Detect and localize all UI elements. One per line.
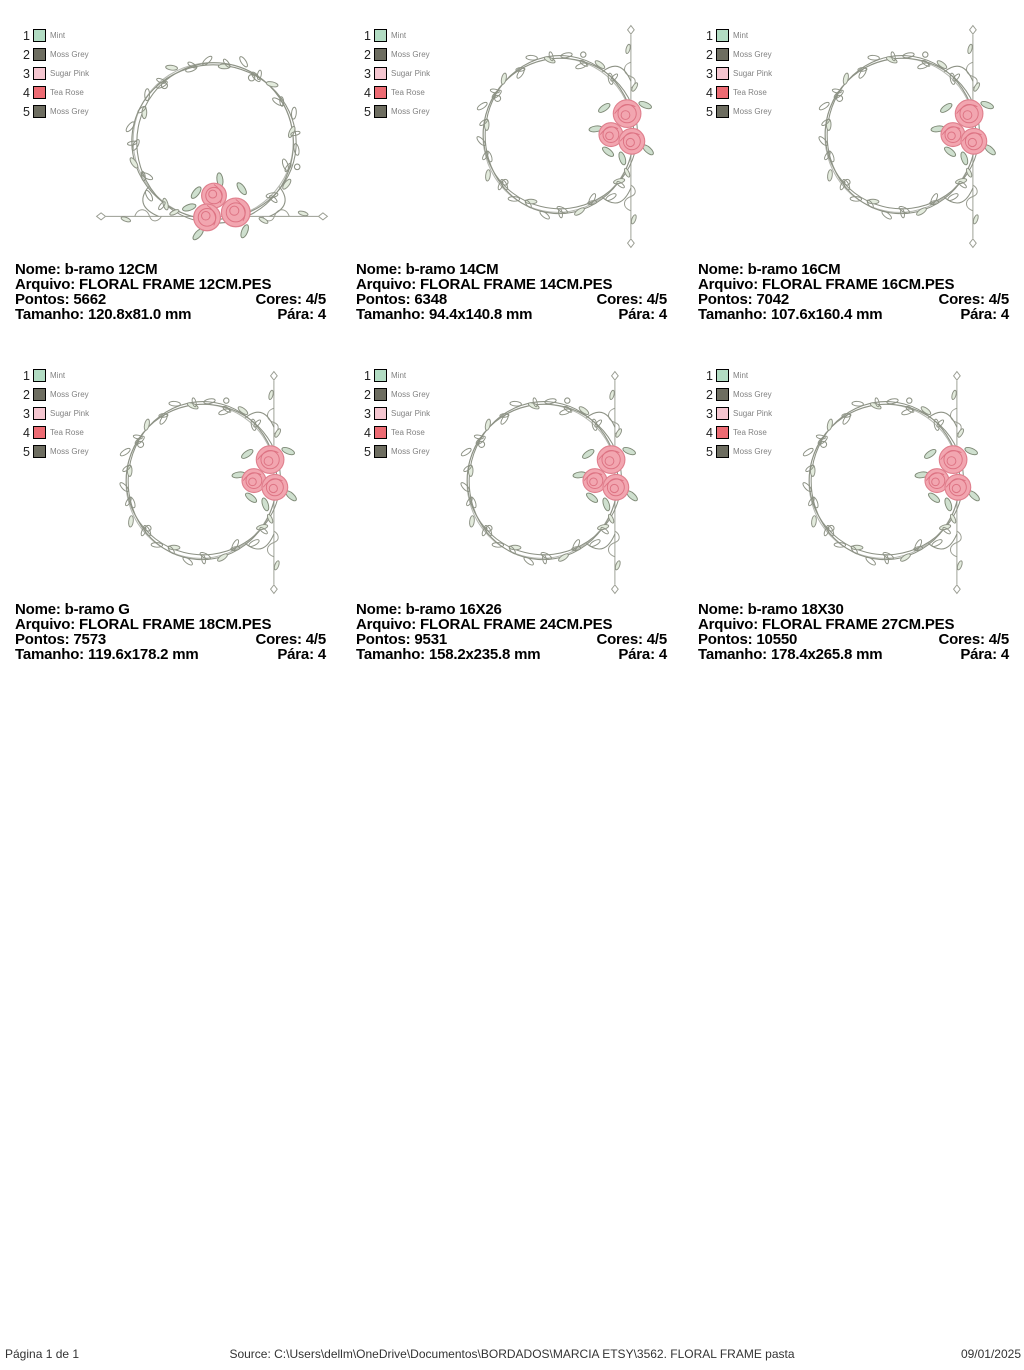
stops-count: 4 [658,646,667,663]
thread-color-legend [18,366,89,461]
design-file: FLORAL FRAME 27CM.PES [762,616,955,633]
stitch-count: 7573 [73,631,106,648]
legend-color-number: 4 [706,85,713,100]
tamanho-label: Tamanho: [698,646,767,663]
tamanho-label: Tamanho: [356,646,425,663]
legend-color-name: Mint [391,371,407,380]
legend-color-number: 4 [23,85,30,100]
design-file: FLORAL FRAME 14CM.PES [420,276,613,293]
para-label: Pára: [618,306,655,323]
stitches-colors-line [356,632,667,647]
design-info [356,262,667,322]
legend-row [359,45,430,64]
nome-label: Nome: [356,261,402,278]
legend-color-name: Mint [391,31,407,40]
stitch-count-cell [698,292,789,307]
legend-color-name: Tea Rose [50,428,84,437]
stitches-colors-line [356,292,667,307]
legend-color-name: Tea Rose [733,88,767,97]
nome-label: Nome: [698,261,744,278]
design-name-line [698,602,1009,617]
design-info [698,602,1009,662]
legend-color-number: 5 [23,444,30,459]
legend-row [18,45,89,64]
para-label: Pára: [960,646,997,663]
legend-color-number: 4 [23,425,30,440]
legend-color-number: 2 [364,387,371,402]
legend-color-name: Mint [50,371,66,380]
pontos-label: Pontos: [15,631,70,648]
design-panel [0,20,341,323]
design-file-cell [698,617,954,632]
stops-count: 4 [1000,646,1009,663]
design-file-cell [356,617,612,632]
legend-row [359,366,430,385]
legend-row [701,423,772,442]
legend-color-swatch [716,426,729,439]
legend-color-swatch [716,29,729,42]
page-footer [0,1347,1024,1363]
stops-count: 4 [317,306,326,323]
legend-color-swatch [374,426,387,439]
stitch-count-cell [15,292,106,307]
legend-color-swatch [33,67,46,80]
legend-color-swatch [33,426,46,439]
stitch-count: 5662 [73,291,106,308]
legend-color-swatch [716,445,729,458]
legend-row [701,404,772,423]
cores-label: Cores: [255,291,302,308]
color-count: 4/5 [988,291,1009,308]
thread-color-legend [359,366,430,461]
design-file-cell [15,277,271,292]
color-count-cell [596,632,667,647]
legend-color-swatch [374,105,387,118]
legend-color-swatch [374,369,387,382]
thread-color-legend [701,366,772,461]
legend-row [359,442,430,461]
cores-label: Cores: [255,631,302,648]
legend-color-swatch [374,86,387,99]
legend-color-swatch [716,407,729,420]
color-count-cell [596,292,667,307]
thread-color-legend [18,26,89,121]
legend-row [359,385,430,404]
legend-row [18,26,89,45]
nome-label: Nome: [15,601,61,618]
size-cell [356,647,540,662]
design-size: 120.8x81.0 mm [87,306,192,323]
size-stops-line [15,647,326,662]
design-info [356,602,667,662]
stops-cell [618,307,667,322]
legend-color-name: Moss Grey [50,447,89,456]
stops-count: 4 [317,646,326,663]
color-count-cell [255,632,326,647]
embroidery-preview [469,22,669,251]
date-label: 09/01/2025 [960,1347,1021,1361]
legend-color-name: Moss Grey [50,107,89,116]
design-name-line [356,262,667,277]
legend-color-number: 1 [706,368,713,383]
legend-color-number: 2 [706,387,713,402]
legend-row [701,366,772,385]
size-cell [698,307,882,322]
design-name: b-ramo G [64,601,130,618]
stops-cell [277,647,326,662]
legend-color-number: 1 [23,28,30,43]
legend-color-number: 1 [706,28,713,43]
size-cell [15,307,191,322]
legend-color-name: Moss Grey [733,390,772,399]
legend-color-name: Moss Grey [50,390,89,399]
legend-color-number: 1 [364,368,371,383]
cores-label: Cores: [596,291,643,308]
legend-color-swatch [33,29,46,42]
design-name-cell [356,262,498,277]
stitches-colors-line [15,632,326,647]
design-panel [341,360,683,663]
legend-row [359,423,430,442]
tamanho-label: Tamanho: [698,306,767,323]
legend-color-number: 4 [706,425,713,440]
design-info [15,602,326,662]
para-label: Pára: [618,646,655,663]
design-file-line [698,277,1009,292]
design-size: 178.4x265.8 mm [770,646,883,663]
legend-color-number: 5 [364,444,371,459]
embroidery-preview [453,368,653,597]
design-file-line [356,277,667,292]
pontos-label: Pontos: [356,291,411,308]
design-name: b-ramo 12CM [64,261,158,278]
size-stops-line [15,307,326,322]
stitch-count-cell [356,292,447,307]
size-stops-line [356,307,667,322]
stitch-count: 9531 [414,631,447,648]
legend-color-number: 2 [23,47,30,62]
stitches-colors-line [698,292,1009,307]
legend-color-name: Mint [733,31,749,40]
legend-color-number: 2 [706,47,713,62]
cores-label: Cores: [938,291,985,308]
color-count: 4/5 [646,291,667,308]
stitch-count-cell [698,632,797,647]
legend-row [701,385,772,404]
legend-color-swatch [716,86,729,99]
legend-color-name: Sugar Pink [50,409,90,418]
design-name-line [15,262,326,277]
legend-row [18,83,89,102]
legend-row [18,102,89,121]
legend-row [18,423,89,442]
legend-color-name: Moss Grey [50,50,89,59]
para-label: Pára: [277,306,314,323]
design-file-cell [15,617,271,632]
legend-color-name: Sugar Pink [391,409,431,418]
legend-row [701,26,772,45]
thread-color-legend [701,26,772,121]
color-count-cell [938,292,1009,307]
cores-label: Cores: [938,631,985,648]
size-stops-line [698,647,1009,662]
legend-row [701,45,772,64]
legend-color-name: Moss Grey [391,50,430,59]
legend-row [359,102,430,121]
design-file-line [698,617,1009,632]
legend-color-number: 3 [706,406,713,421]
embroidery-preview [112,368,312,597]
pontos-label: Pontos: [698,631,753,648]
legend-color-swatch [716,105,729,118]
legend-color-swatch [33,105,46,118]
tamanho-label: Tamanho: [15,646,84,663]
stops-count: 4 [658,306,667,323]
legend-color-swatch [33,445,46,458]
design-file: FLORAL FRAME 16CM.PES [762,276,955,293]
legend-color-swatch [716,388,729,401]
legend-color-swatch [33,388,46,401]
nome-label: Nome: [356,601,402,618]
legend-row [701,102,772,121]
tamanho-label: Tamanho: [15,306,84,323]
legend-color-name: Tea Rose [50,88,84,97]
design-name-cell [698,602,844,617]
size-cell [698,647,882,662]
embroidery-preview [795,368,995,597]
design-file-line [15,617,326,632]
design-file: FLORAL FRAME 24CM.PES [420,616,613,633]
arquivo-label: Arquivo: [698,276,759,293]
design-file: FLORAL FRAME 18CM.PES [79,616,272,633]
design-name-line [698,262,1009,277]
legend-color-number: 5 [23,104,30,119]
design-file-line [15,277,326,292]
design-info [698,262,1009,322]
design-grid [0,20,1024,663]
stitches-colors-line [15,292,326,307]
design-name-cell [15,602,130,617]
legend-color-swatch [374,48,387,61]
legend-color-number: 2 [364,47,371,62]
stitch-count: 7042 [756,291,789,308]
legend-color-number: 5 [364,104,371,119]
stitch-count-cell [356,632,447,647]
legend-color-swatch [716,48,729,61]
design-panel [341,20,683,323]
arquivo-label: Arquivo: [356,616,417,633]
embroidery-preview [811,22,1011,251]
pontos-label: Pontos: [15,291,70,308]
legend-color-name: Moss Grey [391,107,430,116]
legend-color-name: Sugar Pink [733,69,773,78]
legend-color-swatch [374,388,387,401]
legend-color-name: Mint [733,371,749,380]
legend-row [359,404,430,423]
design-name: b-ramo 16CM [747,261,841,278]
design-file-cell [356,277,612,292]
legend-color-swatch [374,29,387,42]
page-number: Página 1 de 1 [5,1347,80,1361]
legend-row [359,83,430,102]
stitch-count-cell [15,632,106,647]
legend-color-swatch [33,369,46,382]
legend-row [18,64,89,83]
legend-color-name: Tea Rose [391,88,425,97]
para-label: Pára: [277,646,314,663]
legend-color-name: Sugar Pink [391,69,431,78]
legend-color-name: Moss Grey [733,50,772,59]
tamanho-label: Tamanho: [356,306,425,323]
legend-color-number: 4 [364,425,371,440]
legend-color-number: 5 [706,104,713,119]
legend-color-swatch [716,67,729,80]
legend-color-number: 3 [23,406,30,421]
legend-row [359,64,430,83]
legend-color-name: Sugar Pink [733,409,773,418]
design-name-line [356,602,667,617]
embroidery-preview [93,48,331,256]
design-name-cell [15,262,157,277]
design-size: 107.6x160.4 mm [770,306,883,323]
legend-color-swatch [374,407,387,420]
size-stops-line [356,647,667,662]
legend-color-swatch [33,407,46,420]
thread-color-legend [359,26,430,121]
legend-color-swatch [33,86,46,99]
legend-row [701,83,772,102]
design-name: b-ramo 16X26 [405,601,502,618]
legend-color-name: Moss Grey [391,390,430,399]
legend-color-swatch [374,445,387,458]
legend-color-name: Moss Grey [733,447,772,456]
design-file-cell [698,277,954,292]
arquivo-label: Arquivo: [15,616,76,633]
legend-color-number: 4 [364,85,371,100]
stops-count: 4 [1000,306,1009,323]
design-panel [683,360,1024,663]
design-name-line [15,602,326,617]
nome-label: Nome: [15,261,61,278]
stops-cell [277,307,326,322]
legend-color-number: 1 [364,28,371,43]
stitch-count: 10550 [756,631,798,648]
legend-row [701,442,772,461]
arquivo-label: Arquivo: [356,276,417,293]
cores-label: Cores: [596,631,643,648]
design-panel [683,20,1024,323]
legend-color-swatch [374,67,387,80]
stitches-colors-line [698,632,1009,647]
design-file: FLORAL FRAME 12CM.PES [79,276,272,293]
color-count: 4/5 [305,631,326,648]
legend-color-number: 3 [364,406,371,421]
legend-color-number: 3 [23,66,30,81]
design-size: 158.2x235.8 mm [428,646,541,663]
nome-label: Nome: [698,601,744,618]
design-name: b-ramo 14CM [405,261,499,278]
design-info [15,262,326,322]
legend-row [18,442,89,461]
design-name-cell [698,262,840,277]
pontos-label: Pontos: [356,631,411,648]
legend-row [18,385,89,404]
legend-color-name: Tea Rose [733,428,767,437]
color-count: 4/5 [646,631,667,648]
stitch-count: 6348 [414,291,447,308]
design-file-line [356,617,667,632]
source-path: Source: C:\Users\dellm\OneDrive\Documentos\BORDADOS\MARCIA ETSY\3562. FLORAL FRAME pasta [229,1347,795,1361]
stops-cell [960,307,1009,322]
legend-color-number: 5 [706,444,713,459]
design-panel [0,360,341,663]
legend-color-swatch [716,369,729,382]
design-size: 94.4x140.8 mm [428,306,533,323]
legend-color-name: Tea Rose [391,428,425,437]
legend-row [18,404,89,423]
arquivo-label: Arquivo: [698,616,759,633]
legend-row [18,366,89,385]
legend-color-number: 3 [364,66,371,81]
legend-color-number: 1 [23,368,30,383]
pontos-label: Pontos: [698,291,753,308]
color-count-cell [938,632,1009,647]
size-cell [356,307,532,322]
size-cell [15,647,199,662]
color-count-cell [255,292,326,307]
color-count: 4/5 [988,631,1009,648]
para-label: Pára: [960,306,997,323]
legend-color-name: Moss Grey [391,447,430,456]
design-name: b-ramo 18X30 [747,601,844,618]
design-size: 119.6x178.2 mm [87,646,199,663]
arquivo-label: Arquivo: [15,276,76,293]
legend-color-swatch [33,48,46,61]
legend-color-name: Moss Grey [733,107,772,116]
size-stops-line [698,307,1009,322]
stops-cell [960,647,1009,662]
legend-row [701,64,772,83]
design-name-cell [356,602,502,617]
legend-row [359,26,430,45]
legend-color-number: 3 [706,66,713,81]
legend-color-name: Sugar Pink [50,69,90,78]
color-count: 4/5 [305,291,326,308]
legend-color-name: Mint [50,31,66,40]
stops-cell [618,647,667,662]
legend-color-number: 2 [23,387,30,402]
